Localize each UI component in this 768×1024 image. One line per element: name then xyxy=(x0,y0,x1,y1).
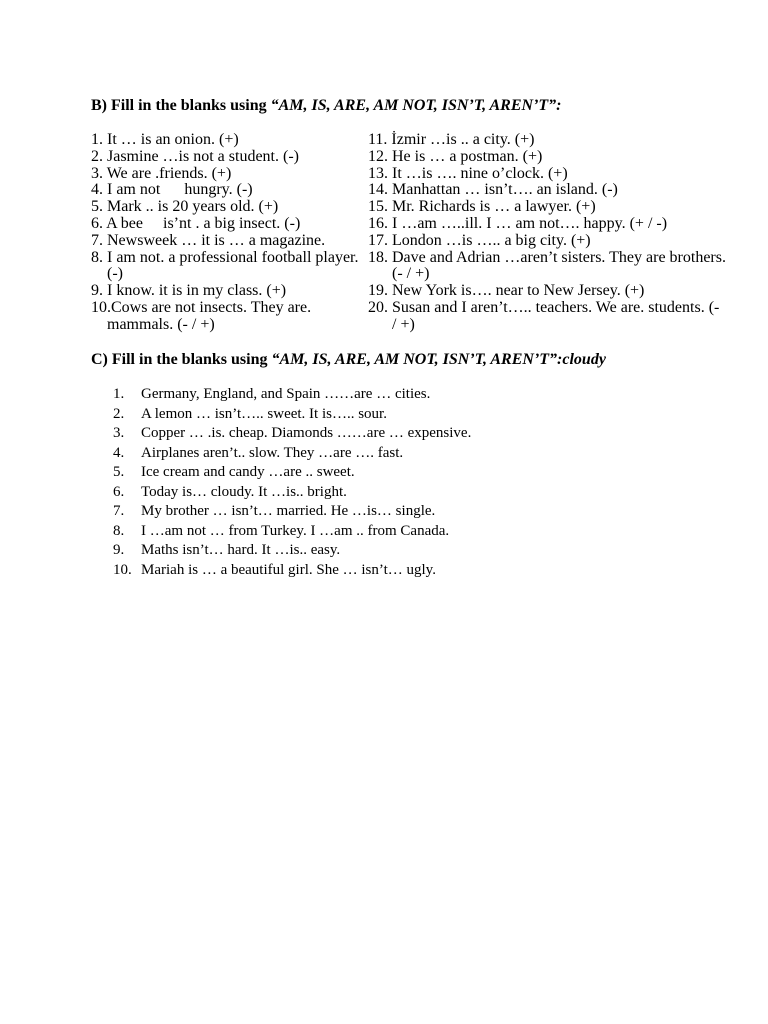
exercise-item: 20. Susan and I aren’t….. teachers. We are. students. (- / +) xyxy=(368,298,720,333)
section-b-left-column xyxy=(91,132,366,334)
item-text: A lemon … isn’t….. sweet. It is….. sour. xyxy=(141,405,387,422)
item-text: Copper … .is. cheap. Diamonds ……are … expensive. xyxy=(141,425,472,441)
exercise-item: 16. I …am …..ill. I … am not…. happy. (+ / -) xyxy=(368,214,668,232)
item-text: I …am not … from Turkey. I …am .. from Canada. xyxy=(141,522,450,539)
item-number: 8. xyxy=(113,522,125,539)
exercise-item: 17. London …is ….. a big city. (+) xyxy=(368,231,591,249)
exercise-item: 12. He is … a postman. (+) xyxy=(368,147,543,165)
section-b-heading xyxy=(91,96,562,116)
exercise-item: 6. A bee is’nt . a big insect. (-) xyxy=(91,214,301,232)
exercise-item: 7. Newsweek … it is … a magazine. xyxy=(91,231,326,249)
list-item xyxy=(113,444,673,464)
item-number: 7. xyxy=(113,503,125,519)
exercise-item: 5. Mark .. is 20 years old. (+) xyxy=(91,198,279,216)
exercise-item: 13. It …is …. nine o’clock. (+) xyxy=(368,164,568,182)
list-item xyxy=(113,561,673,581)
item-number: 9. xyxy=(113,542,125,558)
section-c-list xyxy=(113,385,673,580)
list-item xyxy=(113,385,673,405)
section-c-heading-prefix: C) Fill in the blanks using xyxy=(91,351,272,368)
exercise-item: 8. I am not. a professional football player. (-) xyxy=(91,248,359,283)
item-text: My brother … isn’t… married. He …is… single. xyxy=(141,503,436,519)
item-number: 10. xyxy=(113,561,132,578)
exercise-item: 15. Mr. Richards is … a lawyer. (+) xyxy=(368,198,596,216)
section-c-heading-words: “AM, IS, ARE, AM NOT, ISN’T, AREN’T”:cloudy xyxy=(271,351,606,368)
section-b-heading-words: “AM, IS, ARE, AM NOT, ISN’T, AREN’T”: xyxy=(270,97,562,114)
list-item xyxy=(113,424,673,444)
list-item xyxy=(113,502,673,522)
exercise-item: 10.Cows are not insects. They are. mammals. (- / +) xyxy=(91,298,312,333)
item-text: Airplanes aren’t.. slow. They …are …. fast. xyxy=(141,444,404,461)
item-text: Today is… cloudy. It …is.. bright. xyxy=(141,483,347,500)
item-text: Ice cream and candy …are .. sweet. xyxy=(141,464,355,480)
item-number: 5. xyxy=(113,464,125,480)
exercise-item: 2. Jasmine …is not a student. (-) xyxy=(91,147,299,165)
list-item xyxy=(113,522,673,542)
item-number: 1. xyxy=(113,386,125,402)
exercise-item: 4. I am not hungry. (-) xyxy=(91,181,253,199)
section-b-heading-prefix: B) Fill in the blanks using xyxy=(91,97,271,114)
section-b-right-column xyxy=(368,131,726,334)
item-number: 6. xyxy=(113,483,125,500)
exercise-item: 1. It … is an onion. (+) xyxy=(91,131,239,148)
exercise-item: 11. İzmir …is .. a city. (+) xyxy=(368,131,535,148)
exercise-item: 14. Manhattan … isn’t…. an island. (-) xyxy=(368,181,618,199)
item-text: Mariah is … a beautiful girl. She … isn’t… ugly. xyxy=(141,561,436,578)
item-text: Germany, England, and Spain ……are … cities. xyxy=(141,386,431,402)
list-item xyxy=(113,463,673,483)
exercise-item: 18. Dave and Adrian …aren’t sisters. They are brothers. (- / +) xyxy=(368,248,726,283)
exercise-item: 3. We are .friends. (+) xyxy=(91,164,232,182)
item-number: 2. xyxy=(113,405,125,422)
item-number: 3. xyxy=(113,425,125,441)
list-item xyxy=(113,541,673,561)
item-text: Maths isn’t… hard. It …is.. easy. xyxy=(141,542,341,558)
section-c-heading xyxy=(91,350,606,370)
exercise-item: 9. I know. it is in my class. (+) xyxy=(91,282,287,300)
list-item xyxy=(113,483,673,503)
item-number: 4. xyxy=(113,444,125,461)
exercise-item: 19. New York is…. near to New Jersey. (+) xyxy=(368,282,645,300)
list-item xyxy=(113,405,673,425)
